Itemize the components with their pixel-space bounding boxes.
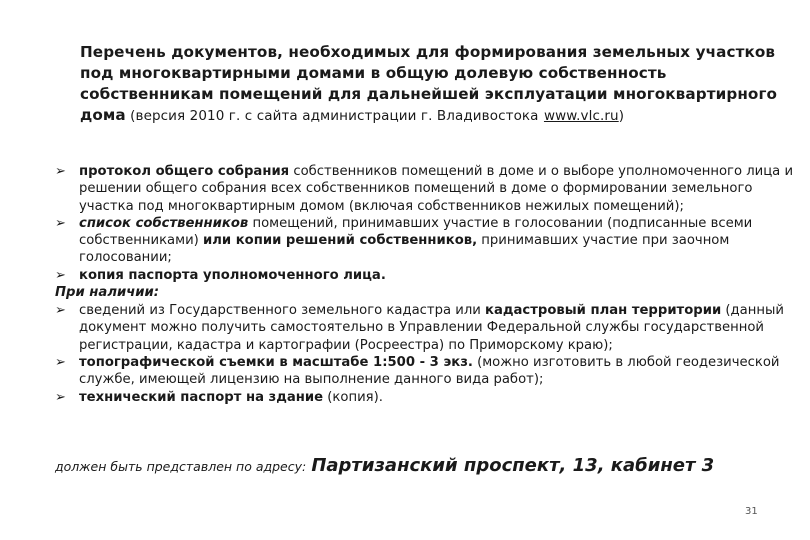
arrow-bullet-icon: ➢ [55, 215, 66, 231]
list-item [55, 302, 800, 354]
item-text: (копия). [323, 389, 383, 405]
item-bold: технический паспорт на здание [79, 389, 324, 405]
source-link[interactable]: www.vlc.ru [543, 108, 619, 124]
list-item [55, 354, 800, 389]
arrow-bullet-icon: ➢ [55, 164, 66, 179]
page-number: 31 [745, 506, 758, 517]
item-bold: кадастровый план территории [485, 303, 722, 319]
section-heading: При наличии: [55, 285, 160, 301]
list-item [55, 267, 800, 284]
arrow-bullet-icon: ➢ [55, 389, 66, 405]
arrow-bullet-icon: ➢ [55, 267, 66, 283]
footer-address: Партизанский проспект, 13, кабинет 3 [311, 455, 715, 476]
item-text: сведений из Государственного земельного кадастра или [79, 303, 486, 319]
document-title [80, 42, 780, 127]
list-item [55, 215, 800, 267]
footer-prefix: должен быть представлен по адресу: [55, 459, 307, 474]
list-item [55, 389, 800, 406]
document-list [55, 163, 800, 406]
item-bold: список собственников [79, 215, 249, 231]
item-text: принимавших участие при заочном голосовании; [79, 233, 730, 266]
arrow-bullet-icon: ➢ [55, 354, 66, 370]
item-bold: или копии решений собственников, [203, 233, 478, 249]
item-bold: копия паспорта уполномоченного лица. [79, 267, 386, 283]
address-footer [55, 455, 795, 476]
item-text: (можно изготовить в любой геодезической службе, имеющей лицензию на выполнение данного вида работ); [79, 354, 780, 388]
title-bold: Перечень документов, необходимых для формирования земельных участков под многоквартирными домами в общую долевую собственность собственникам помещений для дальнейшей эксплуатации многоквартирного дома [80, 43, 778, 124]
item-bold: топографической съемки в масштабе 1:500 - 3 экз. [79, 354, 473, 370]
item-text: (данный документ можно получить самостоятельно в Управлении Федеральной службы государственной регистрации, кадастра и картографии (Росреестра) по Приморскому краю); [79, 303, 784, 353]
title-source: (версия 2010 г. с сайта администрации г. Владивостока [125, 108, 539, 124]
item-text: собственников помещений в доме и о выборе уполномоченного лица и решении общего собрания всех собственников помещений в доме о формировании земельного участка под многоквартирным домом (включая собственников нежилых помещений); [79, 164, 794, 214]
list-item [55, 163, 800, 215]
arrow-bullet-icon: ➢ [55, 303, 66, 319]
title-close: ) [618, 108, 625, 124]
item-bold: протокол общего собрания [79, 164, 290, 179]
item-text: помещений, принимавших участие в голосовании (подписанные всеми собственниками) [79, 215, 753, 249]
